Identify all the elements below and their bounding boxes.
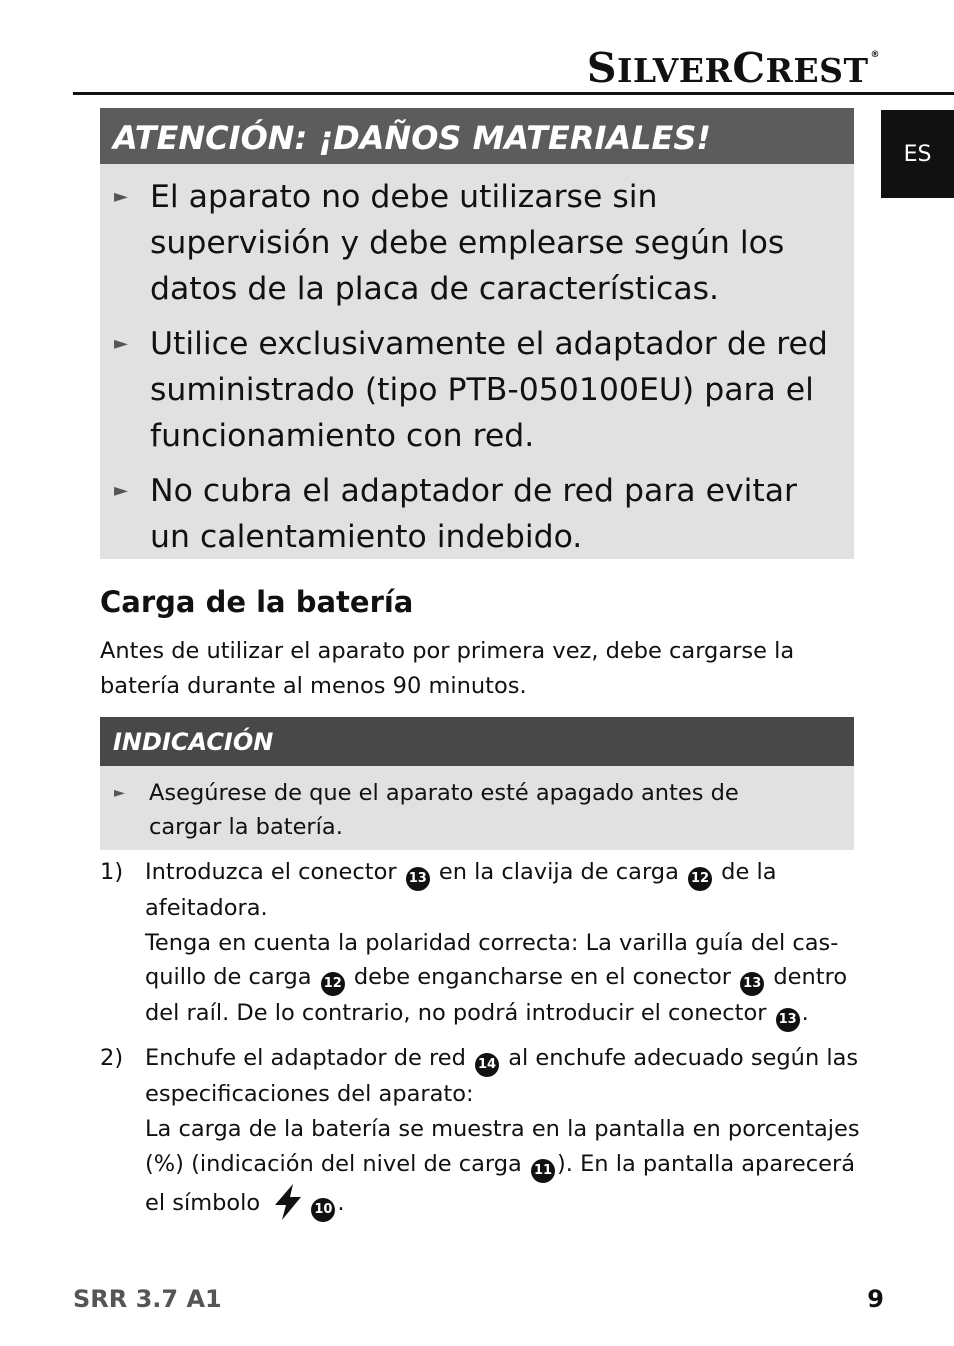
note-box <box>100 717 854 850</box>
warning-item: ► El aparato no debe utilizarse sin supervisión y debe emplearse según los datos de la placa de características. <box>100 174 854 312</box>
intro-paragraph: Antes de utilizar el aparato por primera vez, debe cargarse la batería durante al menos 90 minutos. <box>100 638 795 699</box>
header-rule <box>73 92 954 95</box>
part-number-badge: 12 <box>688 867 712 891</box>
part-number-badge: 11 <box>531 1159 555 1183</box>
triangle-right-icon: ► <box>114 785 125 801</box>
warning-item: ► Utilice exclusivamente el adaptador de red suministrado (tipo PTB-050100EU) para el funcionamiento con red. <box>100 321 854 459</box>
warning-title: ATENCIÓN: ¡DAÑOS MATERIALES! <box>100 108 854 164</box>
warning-list <box>100 164 854 560</box>
step-detail: La carga de la batería se muestra en la pantalla en porcentajes (%) (indicación del nivel de carga 11 ). En la pantalla aparecerá el símbolo 10 . <box>145 1112 860 1222</box>
note-title: INDICACIÓN <box>100 717 854 766</box>
part-number-badge: 14 <box>475 1053 499 1077</box>
step-text: Enchufe el adaptador de red 14 al enchufe adecuado según las especificaciones del aparato: <box>145 1045 859 1108</box>
step-number: 1) <box>100 859 124 885</box>
triangle-right-icon: ► <box>114 333 128 354</box>
note-item: ► Asegúrese de que el aparato esté apagado antes de cargar la batería. <box>100 776 854 844</box>
lightning-bolt-icon <box>271 1183 305 1221</box>
part-number-badge: 13 <box>776 1008 800 1032</box>
step-item <box>100 855 860 1032</box>
warning-item: ► No cubra el adaptador de red para evitar un calentamiento indebido. <box>100 468 854 560</box>
warning-box <box>100 108 854 559</box>
step-item <box>100 1041 860 1221</box>
triangle-right-icon: ► <box>114 480 128 501</box>
triangle-right-icon: ► <box>114 186 128 207</box>
part-number-badge: 10 <box>311 1198 335 1222</box>
part-number-badge: 13 <box>406 867 430 891</box>
section-title: Carga de la batería <box>100 585 414 619</box>
part-number-badge: 13 <box>740 972 764 996</box>
part-number-badge: 12 <box>321 972 345 996</box>
steps-list <box>100 855 860 1231</box>
step-text: Introduzca el conector 13 en la clavija de carga 12 de la afeitadora. <box>145 859 777 921</box>
language-label: ES <box>903 141 932 167</box>
silvercrest-logo: SILVERCREST ® <box>586 44 880 92</box>
page-number: 9 <box>867 1285 884 1313</box>
language-tab <box>881 110 954 198</box>
step-number: 2) <box>100 1045 124 1072</box>
footer-model: SRR 3.7 A1 <box>73 1285 222 1313</box>
step-detail: Tenga en cuenta la polaridad correcta: La varilla guía del cas-quillo de carga 12 debe engancharse en el conector 13 dentro del raíl. De lo contrario, no podrá introducir el conector 13 . <box>145 926 860 1033</box>
